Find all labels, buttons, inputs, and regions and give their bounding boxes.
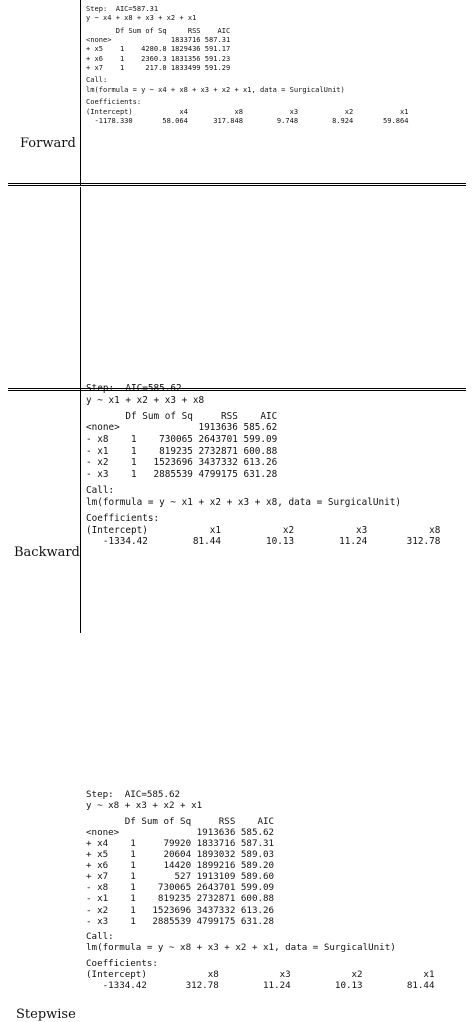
output-line: (Intercept) x8 x3 x2 x1 xyxy=(86,969,435,981)
output-line: - x2 1 1523696 3437332 613.26 xyxy=(86,904,275,916)
output-line: Coefficients: xyxy=(86,958,158,970)
output-line: Df Sum of Sq RSS AIC xyxy=(86,815,275,827)
output-line: - x3 1 2885539 4799175 631.28 xyxy=(86,468,278,480)
output-line: -1334.42 312.78 11.24 10.13 81.44 xyxy=(86,980,435,992)
output-line: - x2 1 1523696 3437332 613.26 xyxy=(86,457,278,469)
output-line: - x1 1 819235 2732871 600.88 xyxy=(86,893,275,905)
output-line: <none> 1833716 587.31 xyxy=(86,35,231,45)
output-line: - x3 1 2885539 4799175 631.28 xyxy=(86,915,275,927)
output-line: - x8 1 730065 2643701 599.09 xyxy=(86,434,278,446)
output-line: Call: xyxy=(86,75,108,85)
output-line: y ~ x1 + x2 + x3 + x8 xyxy=(86,394,205,406)
backward-panel xyxy=(0,187,474,560)
panel-label-forward: Forward xyxy=(20,136,76,151)
blank-line xyxy=(86,72,408,76)
output-line: + x6 1 14420 1899216 589.20 xyxy=(86,860,275,872)
panel-divider xyxy=(80,391,81,633)
output-line: Step: AIC=585.62 xyxy=(86,789,181,800)
panel-divider xyxy=(80,187,81,390)
r-output-forward xyxy=(86,4,408,125)
output-line: Coefficients: xyxy=(86,97,142,107)
horizontal-rule xyxy=(8,183,466,186)
output-line: Call: xyxy=(86,931,114,943)
output-line: + x4 1 79920 1833716 587.31 xyxy=(86,837,275,849)
output-line: lm(formula = y ~ x4 + x8 + x3 + x2 + x1, data = SurgicalUnit) xyxy=(86,84,345,94)
stepwise-panel xyxy=(0,391,474,1022)
panel-divider xyxy=(80,0,81,186)
output-line: <none> 1913636 585.62 xyxy=(86,826,275,838)
output-line: lm(formula = y ~ x8 + x3 + x2 + x1, data = SurgicalUnit) xyxy=(86,942,396,954)
output-line: -1178.330 58.064 317.848 9.748 8.924 59.864 xyxy=(86,115,409,125)
blank-line xyxy=(86,927,434,932)
output-line: Step: AIC=585.62 xyxy=(86,383,182,394)
output-line: y ~ x8 + x3 + x2 + x1 xyxy=(86,800,203,812)
output-line: - x1 1 819235 2732871 600.88 xyxy=(86,445,278,457)
output-line: lm(formula = y ~ x1 + x2 + x3 + x8, data = SurgicalUnit) xyxy=(86,496,402,508)
output-line: y ~ x4 + x8 + x3 + x2 + x1 xyxy=(86,13,197,23)
output-line: <none> 1913636 585.62 xyxy=(86,422,278,434)
output-line: -1334.42 81.44 10.13 11.24 312.78 xyxy=(86,536,441,548)
r-output-stepwise xyxy=(86,789,434,991)
output-line: + x6 1 2360.3 1831356 591.23 xyxy=(86,53,231,63)
output-line: Df Sum of Sq RSS AIC xyxy=(86,410,278,422)
output-line: - x8 1 730065 2643701 599.09 xyxy=(86,882,275,894)
forward-panel xyxy=(0,0,474,186)
panel-label-stepwise: Stepwise xyxy=(16,1007,76,1022)
output-line: Df Sum of Sq RSS AIC xyxy=(86,25,231,35)
output-line: Call: xyxy=(86,485,115,497)
output-line: + x7 1 217.0 1833499 591.29 xyxy=(86,62,231,72)
output-line: Step: AIC=587.31 xyxy=(86,4,159,13)
output-line: Coefficients: xyxy=(86,512,160,524)
panel-label-backward: Backward xyxy=(14,545,80,560)
output-line: (Intercept) x4 x8 x3 x2 x1 xyxy=(86,106,409,116)
output-line: (Intercept) x1 x2 x3 x8 xyxy=(86,524,441,536)
output-line: + x5 1 20604 1893032 589.03 xyxy=(86,849,275,861)
output-line: + x7 1 527 1913109 589.60 xyxy=(86,871,275,883)
output-line: + x5 1 4280.8 1829436 591.17 xyxy=(86,44,231,54)
